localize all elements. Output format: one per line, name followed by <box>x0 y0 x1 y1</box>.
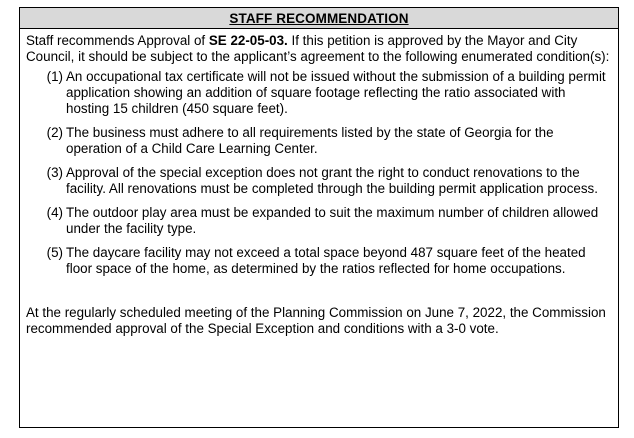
condition-item <box>26 69 612 117</box>
condition-number: (5) <box>46 245 63 260</box>
condition-item <box>26 245 612 277</box>
condition-item <box>26 165 612 197</box>
staff-recommendation-box <box>19 7 619 428</box>
condition-number: (2) <box>46 125 63 140</box>
condition-text: An occupational tax certificate will not be issued without the submission of a building permit application showing an addition of square footage reflecting the ratio associated with hosting 15 children (450 square feet). <box>66 69 606 116</box>
closing-text: At the regularly scheduled meeting of the Planning Commission on June 7, 2022, the Commission recommended approval of the Special Exception and conditions with a 3-0 vote. <box>26 305 606 336</box>
condition-text: Approval of the special exception does not grant the right to conduct renovations to the facility. All renovations must be completed through the building permit application process. <box>66 165 598 196</box>
condition-item <box>26 125 612 157</box>
recommendation-body <box>20 29 618 337</box>
conditions-list <box>26 69 612 277</box>
condition-text: The outdoor play area must be expanded to suit the maximum number of children allowed under the facility type. <box>66 205 599 236</box>
condition-text: The daycare facility may not exceed a total space beyond 487 square feet of the heated floor space of the home, as determined by the ratios reflected for home occupations. <box>66 245 586 276</box>
section-header <box>20 8 618 29</box>
condition-item <box>26 205 612 237</box>
intro-paragraph <box>26 33 612 65</box>
section-title: STAFF RECOMMENDATION <box>229 10 409 26</box>
intro-rest-text: If this petition is approved by the Mayor and City Council, it should be subject to the applicant’s agreement to the following enumerated condition(s): <box>26 33 610 64</box>
condition-number: (1) <box>46 69 63 84</box>
case-number: SE 22-05-03. <box>208 33 288 48</box>
condition-number: (4) <box>46 205 63 220</box>
condition-text: The business must adhere to all requirements listed by the state of Georgia for the operation of a Child Care Learning Center. <box>66 125 554 156</box>
closing-paragraph <box>26 305 612 337</box>
intro-lead-text: Staff recommends Approval of <box>26 33 209 48</box>
condition-number: (3) <box>46 165 63 180</box>
